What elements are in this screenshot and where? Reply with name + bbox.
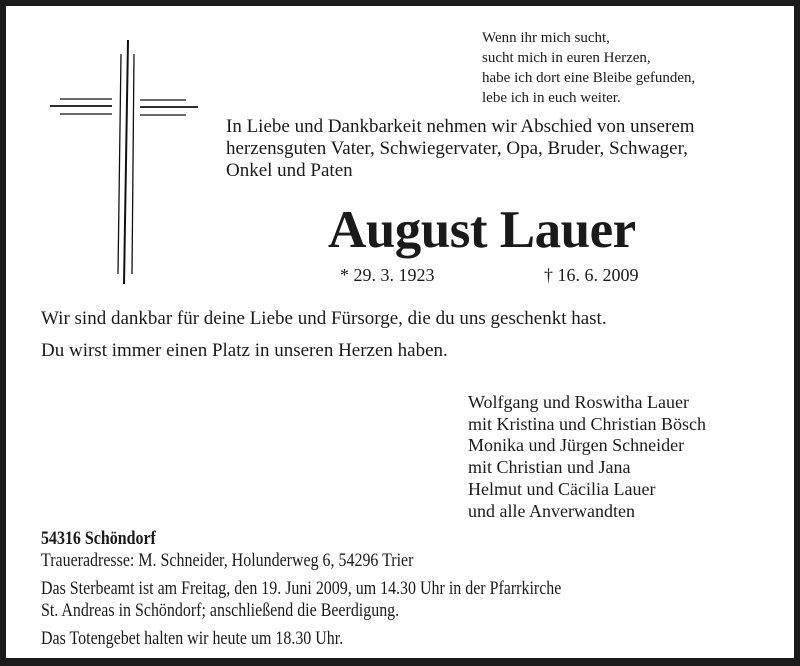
poem-line: Wenn ihr mich sucht, [482,30,610,46]
funeral-info [41,528,561,650]
family-line: Wolfgang und Roswitha Lauer [468,392,690,412]
birth-date: * 29. 3. 1923 [340,265,435,285]
intro-text [226,116,695,182]
family-line: mit Kristina und Christian Bösch [468,413,706,434]
deceased-name: August Lauer [328,201,636,259]
thanks-line: Wir sind dankbar für deine Liebe und Fürsorge, die du uns geschenkt hast. [41,308,607,329]
cross-icon [46,34,206,294]
poem-line: habe ich dort eine Bleibe gefunden, [482,70,696,86]
obituary-notice [6,6,794,658]
family-line: mit Christian und Jana [468,457,631,478]
service-line: Das Sterbeamt ist am Freitag, den 19. Juni 2009, um 14.30 Uhr in der Pfarrkirche [41,578,562,599]
thanks-text [41,303,607,367]
mourning-address: Traueradresse: M. Schneider, Holunderweg 6, 54296 Trier [41,549,414,571]
intro-line: Onkel und Paten [226,160,353,181]
poem [482,28,695,108]
family-line: und alle Anverwandten [468,500,635,521]
intro-line: herzensguten Vater, Schwiegervater, Opa, Bruder, Schwager, [226,138,688,159]
prayer-info: Das Totengebet halten wir heute um 18.30 Uhr. [41,628,344,649]
family-line: Monika und Jürgen Schneider [468,435,685,456]
family-list [468,392,706,522]
intro-line: In Liebe und Dankbarkeit nehmen wir Abschied von unserem [226,116,695,137]
poem-line: lebe ich in euch weiter. [482,90,621,106]
place: 54316 Schöndorf [41,528,156,549]
service-line: St. Andreas in Schöndorf; anschließend die Beerdigung. [41,599,400,621]
thanks-line: Du wirst immer einen Platz in unseren Herzen haben. [41,340,448,361]
family-line: Helmut und Cäcilia Lauer [468,478,656,499]
poem-line: sucht mich in euren Herzen, [482,50,651,66]
death-date: † 16. 6. 2009 [544,265,639,285]
